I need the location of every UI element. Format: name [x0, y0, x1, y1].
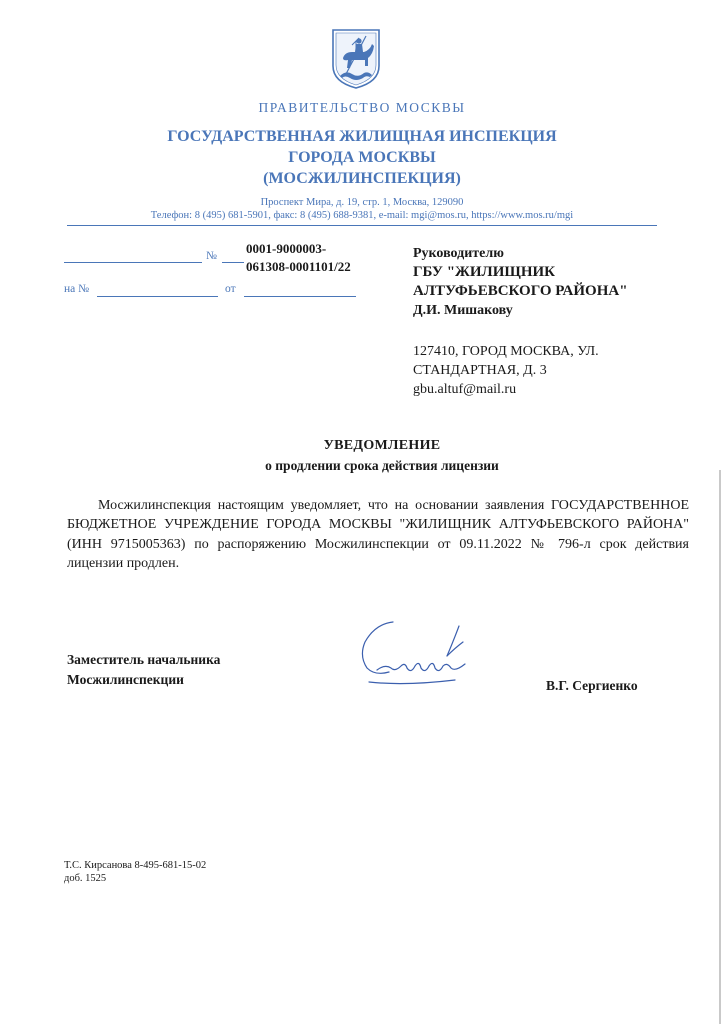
addressee-postal-address	[413, 342, 703, 399]
registration-number-line-2: 061308-0001101/22	[246, 259, 351, 274]
handwritten-signature	[355, 612, 480, 692]
organization-abbreviation: (МОСЖИЛИНСПЕКЦИЯ)	[263, 170, 461, 187]
outgoing-number-blank	[222, 262, 244, 263]
notice-body: Мосжилинспекция настоящим уведомляет, что на основании заявления ГОСУДАРСТВЕННОЕ БЮДЖЕТНОЕ УЧРЕЖДЕНИЕ ГОРОДА МОСКВЫ "ЖИЛИЩНИК АЛТУФЬЕВСКОГО РАЙОНА" (ИНН 9715005363) по распоряжению Мосжилинспекции от 09.11.2022 № 796-л срок действия лицензии продлен.	[67, 498, 689, 572]
executor-contact	[64, 859, 206, 885]
government-name: ПРАВИТЕЛЬСТВО МОСКВЫ	[258, 100, 466, 115]
executor-extension: доб. 1525	[64, 873, 107, 884]
addressee-position: Руководителю	[413, 246, 504, 261]
signatory-position-line-1: Заместитель начальника	[67, 652, 221, 667]
outgoing-date-blank	[64, 262, 202, 263]
organization-address: Проспект Мира, д. 19, стр. 1, Москва, 129090	[260, 197, 464, 208]
moscow-coat-of-arms-icon	[330, 28, 382, 90]
organization-name-line-1: ГОСУДАРСТВЕННАЯ ЖИЛИЩНАЯ ИНСПЕКЦИЯ	[167, 128, 557, 145]
postal-address-line-2: СТАНДАРТНАЯ, Д. 3	[413, 363, 547, 378]
notice-title: УВЕДОМЛЕНИЕ	[323, 438, 441, 453]
signatory-name: В.Г. Сергиенко	[546, 678, 638, 693]
addressee-organization-line-1: ГБУ "ЖИЛИЩНИК	[413, 264, 556, 280]
reply-date-label: от	[225, 283, 236, 295]
addressee-organization-line-2: АЛТУФЬЕВСКОГО РАЙОНА"	[413, 283, 628, 299]
letterhead-divider	[67, 225, 657, 226]
outgoing-registration-number	[246, 240, 396, 276]
registration-number-line-1: 0001-9000003-	[246, 241, 327, 256]
reply-number-blank	[97, 296, 218, 297]
number-sign-label: №	[206, 250, 217, 262]
signatory-position	[67, 650, 307, 690]
notice-subtitle: о продлении срока действия лицензии	[265, 458, 499, 473]
reply-number-label: на №	[64, 283, 90, 295]
scan-edge-line	[719, 470, 721, 1024]
signatory-position-line-2: Мосжилинспекции	[67, 672, 184, 687]
executor-phone: Т.С. Кирсанова 8-495-681-15-02	[64, 860, 207, 871]
postal-address-line-1: 127410, ГОРОД МОСКВА, УЛ.	[413, 344, 599, 359]
addressee-email: gbu.altuf@mail.ru	[413, 382, 517, 397]
organization-name-line-2: ГОРОДА МОСКВЫ	[288, 149, 436, 166]
organization-contacts: Телефон: 8 (495) 681-5901, факс: 8 (495) 688-9381, e-mail: mgi@mos.ru, https://www.mos.ru/mgi	[150, 210, 574, 221]
reply-date-blank	[244, 296, 356, 297]
addressee-block	[413, 244, 703, 320]
addressee-name: Д.И. Мишакову	[413, 303, 513, 318]
